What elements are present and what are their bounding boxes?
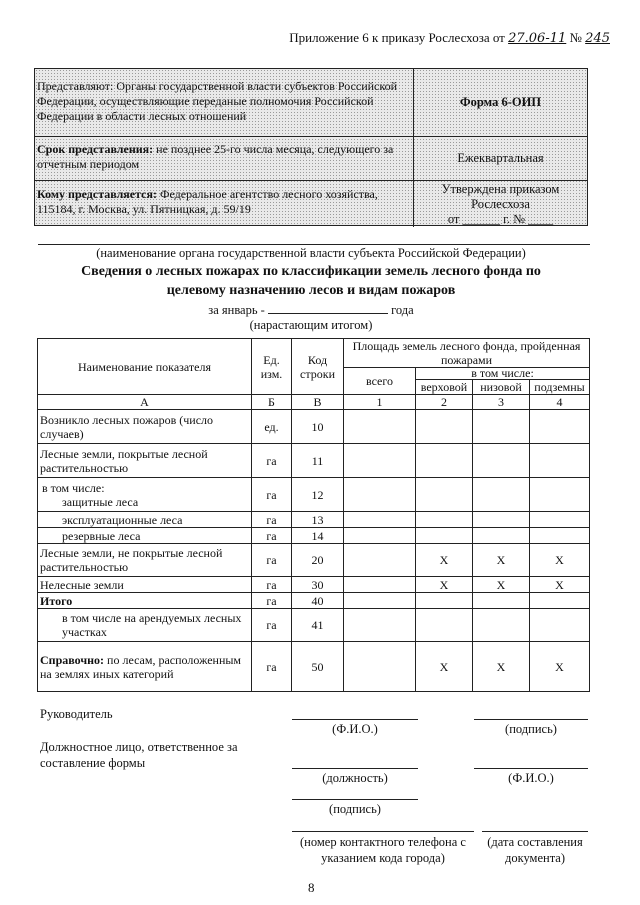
fires-table xyxy=(37,338,590,692)
col-header-code: Код строки xyxy=(292,339,344,395)
header-row-deadline: Срок представления: не позднее 25-го числа месяца, следующего за отчетным периодом Ежеквартальная xyxy=(35,137,587,181)
form-code: Форма 6-ОИП xyxy=(413,69,587,136)
table-row: Лесные земли, не покрытые лесной растительностью га 20 X X X xyxy=(38,544,590,577)
col-header-including: в том числе: xyxy=(416,368,590,380)
header-row-submitters: Представляют: Органы государственной власти субъектов Российской Федерации, осуществляющие переданые полномочия Российской Федерации в области лесных отношений Форма 6-ОИП xyxy=(35,69,587,137)
official-signature-line[interactable] xyxy=(292,799,418,800)
col-header-name: Наименование показателя xyxy=(38,339,252,395)
table-row: Лесные земли, покрытые лесной растительностью га 11 xyxy=(38,444,590,478)
head-name-line[interactable] xyxy=(292,719,418,720)
page-number: 8 xyxy=(308,880,315,895)
head-label: Руководитель xyxy=(40,707,113,721)
org-name-caption: (наименование органа государственной власти субъекта Российской Федерации) xyxy=(96,246,526,260)
head-signature-line[interactable] xyxy=(474,719,588,720)
table-row: Итого га 40 xyxy=(38,593,590,609)
org-name-line xyxy=(38,244,590,245)
table-row: в том числе на арендуемых лесных участках га 41 xyxy=(38,609,590,642)
col-header-crown: верховой xyxy=(416,380,473,395)
reporting-period: за январь - года xyxy=(208,303,414,317)
table-row: резервные леса га 14 xyxy=(38,528,590,544)
handwritten-date: 27.06-11 xyxy=(508,31,567,46)
appendix-reference: Приложение 6 к приказу Рослесхоза от 27.06-11 № 245 xyxy=(289,30,610,46)
document-title-line1: Сведения о лесных пожарах по классификации земель лесного фонда по xyxy=(81,264,541,279)
col-header-total: всего xyxy=(344,368,416,395)
table-row: Возникло лесных пожаров (число случаев) ед. 10 xyxy=(38,410,590,444)
col-header-unit: Ед. изм. xyxy=(252,339,292,395)
form-periodicity: Ежеквартальная xyxy=(413,137,587,180)
official-label: Должностное лицо, ответственное за составление формы xyxy=(40,740,238,770)
col-header-underground: подземны xyxy=(530,380,590,395)
phone-line[interactable] xyxy=(292,831,474,832)
table-row: Справочно: по лесам, расположенным на землях иных категорий га 50 X X X xyxy=(38,642,590,692)
table-row: Нелесные земли га 30 X X X xyxy=(38,577,590,593)
table-row: эксплуатационные леса га 13 xyxy=(38,512,590,528)
form-header-box xyxy=(34,68,588,226)
column-index-row: А Б В 1 2 3 4 xyxy=(38,395,590,410)
year-blank[interactable] xyxy=(268,302,388,314)
table-row: в том числе: защитные леса га 12 xyxy=(38,478,590,512)
official-name-line[interactable] xyxy=(474,768,588,769)
handwritten-number: 245 xyxy=(585,31,610,46)
cumulative-note: (нарастающим итогом) xyxy=(249,318,373,332)
col-header-ground: низовой xyxy=(473,380,530,395)
form-approval: Утверждена приказом Рослесхоза от ______ г. № ____ xyxy=(413,181,587,227)
document-title-line2: целевому назначению лесов и видам пожаров xyxy=(166,283,456,298)
col-header-area: Площадь земель лесного фонда, пройденная пожарами xyxy=(344,339,590,368)
header-row-recipient: Кому представляется: Федеральное агентство лесного хозяйства, 115184, г. Москва, ул. Пятницкая, д. 59/19 Утверждена приказом Рослесхоза от ______ г. № ____ xyxy=(35,181,587,227)
official-position-line[interactable] xyxy=(292,768,418,769)
date-line[interactable] xyxy=(482,831,588,832)
